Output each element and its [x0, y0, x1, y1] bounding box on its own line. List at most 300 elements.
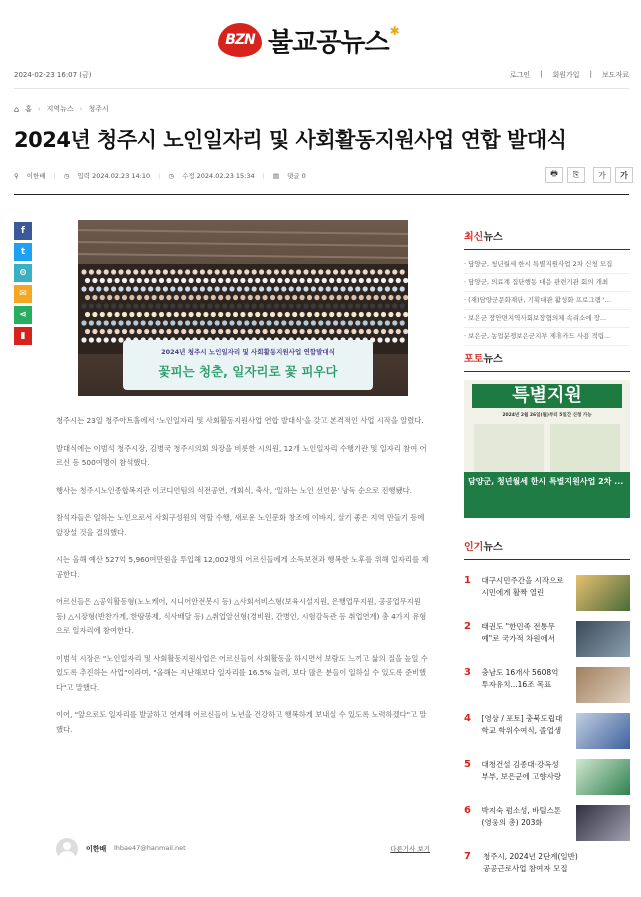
- crowd-person: [366, 278, 371, 283]
- crowd-person: [129, 295, 134, 300]
- crowd-person: [248, 329, 253, 334]
- crowd-person: [322, 329, 327, 334]
- photo-banner-small: 2024년 청주시 노인일자리 및 사회활동지원사업 연합발대식: [161, 348, 335, 356]
- crowd-person: [374, 312, 379, 317]
- banner-title: 특별지원: [472, 384, 622, 408]
- crowd-person: [100, 329, 105, 334]
- crowd-person: [326, 286, 331, 291]
- crowd-person: [107, 278, 112, 283]
- crowd-person: [337, 329, 342, 334]
- crowd-person: [92, 329, 97, 334]
- crowd-person: [318, 286, 323, 291]
- crowd-person: [355, 303, 360, 308]
- crowd-person: [318, 320, 323, 325]
- crowd-person: [226, 278, 231, 283]
- crowd-person: [96, 286, 101, 291]
- crowd-person: [118, 269, 123, 274]
- crowd-person: [344, 312, 349, 317]
- crowd-person: [107, 312, 112, 317]
- breadcrumb-section[interactable]: 지역뉴스: [46, 105, 74, 113]
- crowd-person: [244, 320, 249, 325]
- crowd-person: [266, 286, 271, 291]
- crowd-person: [348, 303, 353, 308]
- crowd-person: [207, 269, 212, 274]
- crowd-person: [196, 278, 201, 283]
- crowd-person: [351, 312, 356, 317]
- crowd-person: [244, 286, 249, 291]
- crowd-person: [222, 303, 227, 308]
- crowd-person: [226, 295, 231, 300]
- popular-news-item[interactable]: [464, 713, 630, 759]
- share-icon[interactable]: ⋖: [14, 306, 32, 324]
- author-icon: ⚲: [14, 171, 19, 180]
- divider: |: [262, 171, 265, 180]
- breadcrumb-home[interactable]: 홈: [25, 105, 32, 113]
- crowd-person: [329, 312, 334, 317]
- crowd-person: [159, 312, 164, 317]
- crowd-person: [104, 303, 109, 308]
- crowd-person: [348, 269, 353, 274]
- crowd-person: [277, 278, 282, 283]
- crowd-person: [388, 278, 393, 283]
- article-body: [56, 414, 430, 750]
- article-paragraph: 행사는 청주시노인종합복지관 이코디언팀의 식전공연, 개회식, 축사, '일하는 노인 선언문' 낭독 순으로 진행됐다.: [56, 485, 412, 495]
- chevron-right-icon: ›: [79, 105, 83, 113]
- latest-news-item[interactable]: [464, 256, 630, 274]
- crowd-person: [133, 320, 138, 325]
- crowd-person: [322, 278, 327, 283]
- crowd-person: [85, 329, 90, 334]
- crowd-person: [215, 269, 220, 274]
- crowd-person: [118, 303, 123, 308]
- crowd-person: [359, 295, 364, 300]
- crowd-person: [388, 312, 393, 317]
- breadcrumb-subsection[interactable]: 청주시: [88, 105, 109, 113]
- crowd-person: [396, 329, 401, 334]
- article-tools: [545, 167, 633, 183]
- crowd-person: [203, 278, 208, 283]
- title-divider: [14, 194, 629, 195]
- article-author: 이한배: [26, 172, 46, 180]
- crowd-person: [174, 329, 179, 334]
- crowd-person: [192, 286, 197, 291]
- crowd-person: [351, 329, 356, 334]
- crowd-person: [314, 295, 319, 300]
- crowd-person: [329, 278, 334, 283]
- crowd-person: [244, 269, 249, 274]
- popular-news-thumbnail[interactable]: [576, 667, 630, 703]
- crowd-person: [274, 286, 279, 291]
- banner-subtitle: 2024년 2월 26일(월)부터 5일간 신청 가능: [502, 413, 592, 418]
- crowd-person: [181, 329, 186, 334]
- crowd-person: [363, 320, 368, 325]
- popular-news-thumbnail[interactable]: [576, 713, 630, 749]
- author-email[interactable]: lhbae47@hanmail.net: [114, 844, 186, 852]
- crowd-person: [200, 320, 205, 325]
- crowd-person: [104, 269, 109, 274]
- crowd-person: [333, 269, 338, 274]
- press-release-link[interactable]: 보도자료: [601, 71, 629, 79]
- crowd-person: [366, 295, 371, 300]
- crowd-person: [118, 320, 123, 325]
- share-bar: [14, 222, 32, 348]
- facebook-icon[interactable]: f: [14, 222, 32, 240]
- crowd-person: [337, 312, 342, 317]
- crowd-person: [259, 269, 264, 274]
- crowd-person: [85, 278, 90, 283]
- photo-news-thumbnail[interactable]: [464, 380, 630, 518]
- crowd-person: [126, 303, 131, 308]
- latest-news-item[interactable]: [464, 328, 630, 346]
- crowd-person: [374, 278, 379, 283]
- crowd-person: [388, 295, 393, 300]
- popular-news-heading: 인기뉴스: [464, 542, 503, 553]
- crowd-person: [118, 286, 123, 291]
- crowd-person: [170, 269, 175, 274]
- crowd-person: [115, 278, 120, 283]
- crowd-person: [207, 286, 212, 291]
- popular-news-list: [464, 575, 630, 897]
- crowd-person: [107, 295, 112, 300]
- divider: |: [158, 171, 161, 180]
- crowd-person: [218, 278, 223, 283]
- crowd-person: [377, 337, 382, 342]
- latest-news-title: 담양군, 의료계 집단행동 대응 관련기관 회의 개최: [468, 278, 609, 286]
- logo-badge: BZN: [218, 23, 262, 57]
- crowd-person: [163, 269, 168, 274]
- crowd-person: [148, 320, 153, 325]
- crowd-person: [218, 312, 223, 317]
- crowd-person: [111, 269, 116, 274]
- crowd-person: [333, 303, 338, 308]
- crowd-person: [196, 312, 201, 317]
- crowd-person: [400, 337, 405, 342]
- home-icon[interactable]: ⌂: [14, 104, 20, 114]
- crowd-person: [144, 329, 149, 334]
- crowd-person: [370, 286, 375, 291]
- signup-link[interactable]: 회원가입: [552, 71, 580, 79]
- popular-news-title: 박지숙 펌소성, 바틸스톤 (영웅의 총) 203화: [481, 806, 562, 827]
- crowd-person: [400, 320, 405, 325]
- avatar: [56, 838, 78, 860]
- crowd-person: [185, 320, 190, 325]
- crowd-person: [281, 286, 286, 291]
- crowd-person: [111, 337, 116, 342]
- font-larger-button[interactable]: 가: [615, 167, 633, 183]
- crowd-person: [303, 320, 308, 325]
- crowd-person: [211, 329, 216, 334]
- crowd-person: [270, 329, 275, 334]
- crowd-person: [263, 329, 268, 334]
- crowd-person: [385, 286, 390, 291]
- crowd-person: [377, 286, 382, 291]
- latest-news-title: 보은군 장안면지역사회보장협의체 속리소에 장...: [468, 314, 607, 322]
- crowd-person: [122, 295, 127, 300]
- crowd-person: [163, 303, 168, 308]
- crowd-person: [178, 286, 183, 291]
- crowd-person: [137, 329, 142, 334]
- crowd-person: [100, 312, 105, 317]
- crowd-person: [400, 303, 405, 308]
- crowd-person: [255, 278, 260, 283]
- crowd-person: [174, 278, 179, 283]
- latest-news-title: 담양군, 청년월세 한시 특별지원사업 2차 신청 모집: [468, 260, 613, 268]
- crowd-person: [351, 278, 356, 283]
- crowd-person: [96, 269, 101, 274]
- crowd-person: [215, 286, 220, 291]
- crowd-person: [111, 303, 116, 308]
- rank-number: 2: [464, 621, 471, 632]
- crowd-person: [311, 320, 316, 325]
- crowd-person: [396, 278, 401, 283]
- bookmark-icon[interactable]: ▮: [14, 327, 32, 345]
- crowd-person: [355, 269, 360, 274]
- popular-news-item[interactable]: [464, 805, 630, 851]
- crowd-person: [292, 278, 297, 283]
- crowd-person: [178, 269, 183, 274]
- crowd-person: [274, 303, 279, 308]
- modified-date: 수정 2024.02.23 15:34: [182, 172, 255, 180]
- crowd-person: [326, 269, 331, 274]
- crowd-person: [115, 329, 120, 334]
- crowd-person: [259, 320, 264, 325]
- crowd-person: [229, 269, 234, 274]
- crowd-person: [144, 278, 149, 283]
- crowd-person: [252, 269, 257, 274]
- crowd-person: [200, 303, 205, 308]
- crowd-person: [89, 320, 94, 325]
- crowd-person: [285, 295, 290, 300]
- crowd-person: [211, 278, 216, 283]
- crowd-person: [89, 303, 94, 308]
- crowd-person: [200, 286, 205, 291]
- rank-number: 3: [464, 667, 471, 678]
- link-icon[interactable]: ⊖: [14, 264, 32, 282]
- latest-news-item[interactable]: [464, 310, 630, 328]
- crowd-person: [359, 312, 364, 317]
- crowd-person: [270, 312, 275, 317]
- crowd-person: [107, 329, 112, 334]
- crowd-person: [192, 303, 197, 308]
- article-title: 2024년 청주시 노인일자리 및 사회활동지원사업 연합 발대식: [14, 128, 567, 152]
- crowd-person: [355, 286, 360, 291]
- crowd-person: [266, 320, 271, 325]
- divider: [464, 371, 630, 372]
- popular-news: [464, 538, 630, 897]
- crowd-person: [344, 295, 349, 300]
- crowd-person: [396, 295, 401, 300]
- crowd-person: [222, 320, 227, 325]
- crowd-person: [277, 312, 282, 317]
- crowd-person: [133, 269, 138, 274]
- crowd-person: [248, 312, 253, 317]
- crowd-person: [233, 295, 238, 300]
- crowd-person: [303, 286, 308, 291]
- crowd-person: [311, 286, 316, 291]
- email-icon[interactable]: ✉: [14, 285, 32, 303]
- crowd-person: [181, 295, 186, 300]
- crowd-person: [381, 312, 386, 317]
- popular-news-thumbnail[interactable]: [576, 805, 630, 841]
- crowd-person: [148, 286, 153, 291]
- popular-news-title: 청주시, 2024년 2단계(일반) 공공근로사업 참여자 모집: [483, 852, 578, 873]
- popular-news-thumbnail[interactable]: [576, 621, 630, 657]
- popular-news-title: 대구시민주간을 시작으로 시민에게 활짝 열린: [481, 576, 564, 597]
- crowd-person: [237, 269, 242, 274]
- crowd-person: [218, 329, 223, 334]
- crowd-person: [155, 320, 160, 325]
- crowd-person: [85, 312, 90, 317]
- crowd-person: [240, 278, 245, 283]
- crowd-person: [207, 320, 212, 325]
- crowd-person: [385, 303, 390, 308]
- crowd-person: [122, 312, 127, 317]
- crowd-person: [385, 337, 390, 342]
- latest-news-list: [464, 256, 630, 346]
- crowd-person: [196, 295, 201, 300]
- crowd-person: [137, 295, 142, 300]
- crowd-person: [385, 269, 390, 274]
- crowd-person: [381, 295, 386, 300]
- crowd-person: [392, 320, 397, 325]
- crowd-person: [266, 269, 271, 274]
- crowd-person: [81, 286, 86, 291]
- rank-number: 4: [464, 713, 471, 724]
- crowd-person: [233, 278, 238, 283]
- crowd-person: [248, 278, 253, 283]
- crowd-person: [311, 269, 316, 274]
- crowd-person: [314, 329, 319, 334]
- popular-news-item[interactable]: [464, 621, 630, 667]
- crowd-person: [178, 303, 183, 308]
- bullet: ·: [464, 314, 469, 322]
- clock-icon: ◷: [168, 171, 174, 180]
- crowd-person: [189, 278, 194, 283]
- latest-news-item[interactable]: [464, 274, 630, 292]
- divider: |: [589, 70, 592, 78]
- crowd-person: [92, 278, 97, 283]
- article-paragraph: 청주시는 23일 청주아트홀에서 '노인일자리 및 사회활동지원사업 연합 발대식'을 갖고 본격적인 사업 시작을 알렸다.: [56, 416, 424, 425]
- photo-caption: 담양군, 청년월세 한시 특별지원사업 2차 ...: [468, 477, 624, 486]
- crowd-person: [277, 329, 282, 334]
- latest-news-item[interactable]: [464, 292, 630, 310]
- crowd-person: [300, 295, 305, 300]
- crowd-person: [259, 286, 264, 291]
- crowd-person: [340, 303, 345, 308]
- crowd-person: [196, 329, 201, 334]
- author-box: [56, 835, 430, 865]
- crowd-person: [207, 303, 212, 308]
- breadcrumb: [14, 104, 109, 114]
- crowd-person: [85, 295, 90, 300]
- crowd-person: [266, 303, 271, 308]
- crowd-person: [104, 286, 109, 291]
- crowd-person: [381, 278, 386, 283]
- popular-news-title: [영상 / 포토] 충북도립대학교 학위수여식, 졸업생: [481, 714, 563, 735]
- crowd-person: [240, 295, 245, 300]
- popular-news-item[interactable]: [464, 759, 630, 805]
- crowd-person: [166, 312, 171, 317]
- current-date: 2024-02-23 16:07 (금): [14, 71, 92, 79]
- popular-news-thumbnail[interactable]: [576, 759, 630, 795]
- crowd-person: [396, 312, 401, 317]
- twitter-icon[interactable]: t: [14, 243, 32, 261]
- bullet: ·: [464, 296, 469, 304]
- popular-news-thumbnail[interactable]: [576, 575, 630, 611]
- crowd-person: [385, 320, 390, 325]
- crowd-person: [259, 303, 264, 308]
- crowd-person: [281, 269, 286, 274]
- crowd-person: [292, 295, 297, 300]
- login-link[interactable]: 로그인: [509, 71, 531, 79]
- crowd-person: [289, 320, 294, 325]
- crowd-person: [252, 320, 257, 325]
- crowd-person: [222, 269, 227, 274]
- latest-news-title: 보은군, 농업분쟁보은군지부 제휴카드 사용 적립...: [468, 332, 611, 340]
- crowd-person: [289, 269, 294, 274]
- crowd-person: [152, 278, 157, 283]
- crowd-person: [137, 278, 142, 283]
- article-paragraph: 이범석 시장은 "노인일자리 및 사회활동지원사업은 어르신들이 사회활동을 하시면서 보람도 느끼고 삶의 질을 높일 수 있도록 추진하는 사업"이라며, "올해는 지난해보다 일자리를 16.5% 늘려, 보다 많은 분들이 일하실 수 있도록 준비했다"고 말했다.: [56, 653, 428, 692]
- crowd-person: [229, 286, 234, 291]
- crowd-person: [300, 329, 305, 334]
- chevron-right-icon: ›: [37, 105, 41, 113]
- top-bar: [14, 68, 629, 82]
- crowd-person: [392, 269, 397, 274]
- crowd-person: [237, 303, 242, 308]
- rank-number: 7: [464, 851, 471, 862]
- crowd-person: [340, 269, 345, 274]
- crowd-person: [96, 337, 101, 342]
- crowd-person: [211, 295, 216, 300]
- crowd-person: [285, 312, 290, 317]
- clock-icon: ◷: [63, 171, 70, 180]
- popular-news-item[interactable]: [464, 575, 630, 621]
- crowd-person: [377, 269, 382, 274]
- crowd-person: [322, 312, 327, 317]
- popular-news-item[interactable]: [464, 851, 630, 897]
- rank-number: 1: [464, 575, 471, 586]
- crowd-person: [263, 312, 268, 317]
- print-button[interactable]: 🖶: [545, 167, 563, 183]
- crowd-person: [100, 295, 105, 300]
- crowd-person: [240, 312, 245, 317]
- crowd-person: [104, 320, 109, 325]
- crowd-person: [126, 269, 131, 274]
- crowd-person: [263, 278, 268, 283]
- crowd-person: [166, 295, 171, 300]
- copy-link-button[interactable]: ⎘: [567, 167, 585, 183]
- site-logo[interactable]: [218, 20, 428, 60]
- crowd-person: [181, 312, 186, 317]
- crowd-person: [392, 286, 397, 291]
- crowd-person: [104, 337, 109, 342]
- crowd-person: [141, 320, 146, 325]
- crowd-person: [303, 303, 308, 308]
- crowd-person: [296, 269, 301, 274]
- more-articles-link[interactable]: 다른기사 보기: [390, 845, 430, 853]
- crowd-person: [337, 295, 342, 300]
- crowd-person: [126, 286, 131, 291]
- popular-news-item[interactable]: [464, 667, 630, 713]
- crowd-person: [215, 303, 220, 308]
- bullet: ·: [464, 260, 469, 268]
- crowd-person: [115, 295, 120, 300]
- comment-count[interactable]: 댓글 0: [287, 172, 306, 180]
- article-photo[interactable]: [78, 220, 408, 396]
- crowd-person: [348, 286, 353, 291]
- font-smaller-button[interactable]: 가: [593, 167, 611, 183]
